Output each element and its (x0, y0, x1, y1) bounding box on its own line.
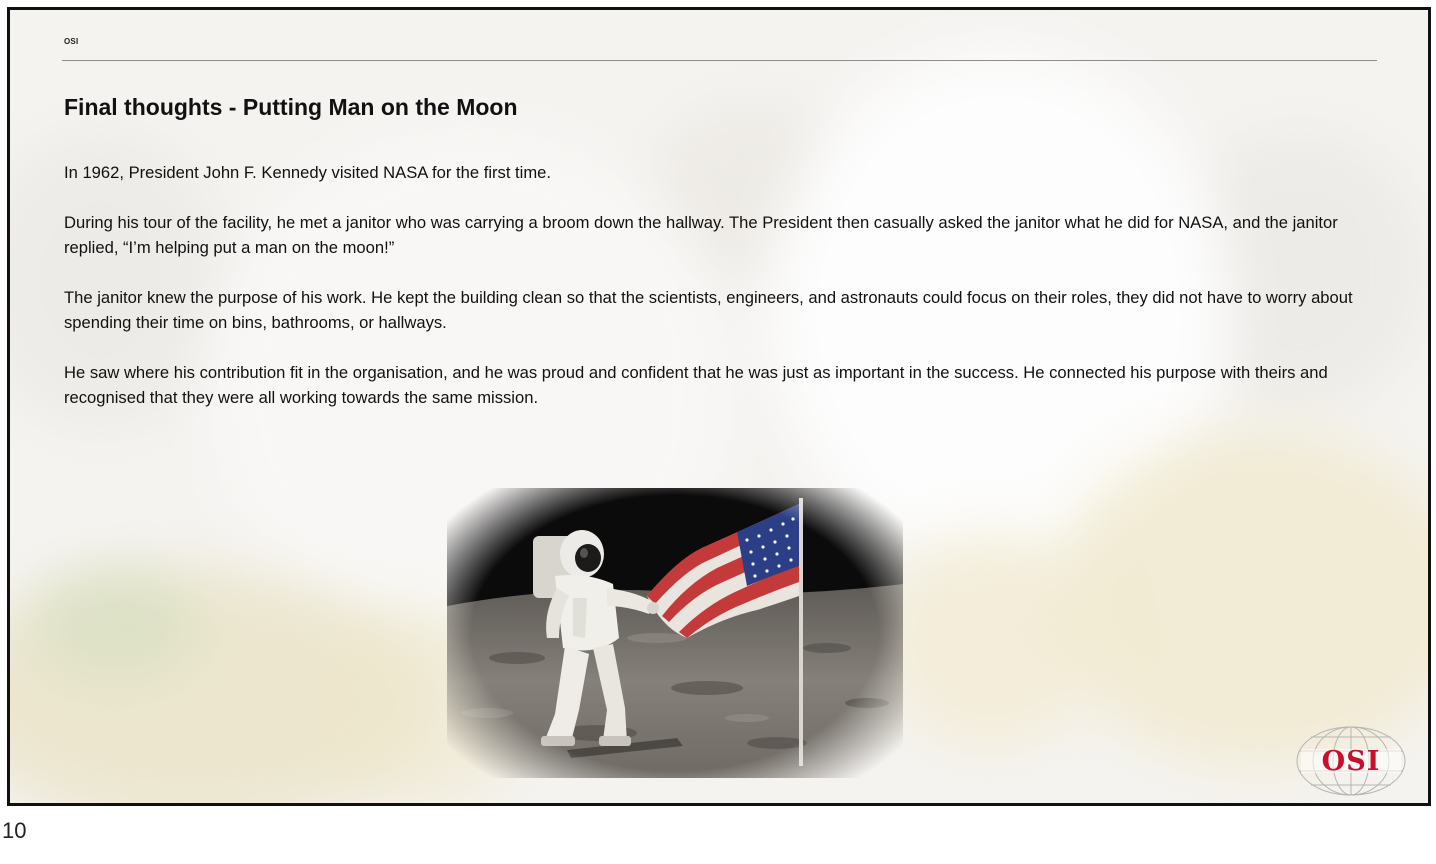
osi-logo (1289, 722, 1413, 800)
header-label: OSI (64, 37, 79, 46)
paragraph: In 1962, President John F. Kennedy visited NASA for the first time. (64, 163, 552, 182)
slide-body (64, 160, 1394, 435)
moon-landing-photo (447, 488, 903, 778)
slide-title: Final thoughts - Putting Man on the Moon (64, 94, 518, 120)
paragraph: The janitor knew the purpose of his work. He kept the building clean so that the scientists, engineers, and astronauts could focus on their roles, they did not have to worry about spending their time on bins, bathrooms, or hallways. (64, 288, 1353, 332)
page-number: 10 (2, 818, 27, 843)
paragraph: He saw where his contribution fit in the organisation, and he was proud and confident that he was just as important in the success. He connected his purpose with theirs and recognised that they were all working towards the same mission. (64, 363, 1328, 407)
header-divider (62, 60, 1377, 61)
logo-text: OSI (1321, 746, 1381, 777)
slide (7, 7, 1431, 806)
paragraph: During his tour of the facility, he met a janitor who was carrying a broom down the hallway. The President then casually asked the janitor what he did for NASA, and the janitor replied, “I’m helping put a man on the moon!” (64, 213, 1338, 257)
